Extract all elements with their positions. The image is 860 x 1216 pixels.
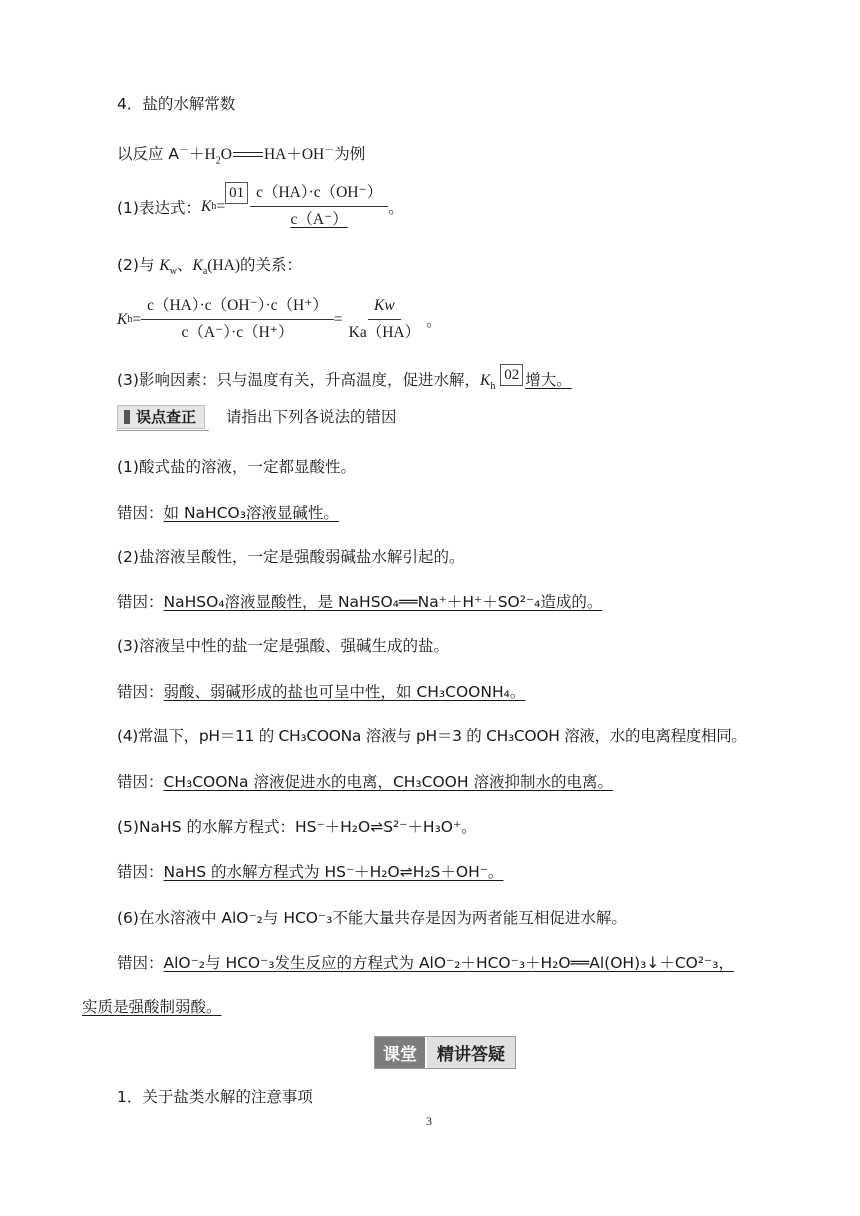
classroom-right: 精讲答疑	[425, 1037, 515, 1068]
mistake-answer-2	[117, 590, 602, 614]
rel-numerator-2: Kw	[368, 295, 401, 320]
rel-a-sub: a	[202, 266, 208, 278]
rel-eq: =	[132, 310, 142, 328]
tag-underline	[117, 430, 209, 431]
factor-line	[117, 364, 572, 401]
rel-fraction-2	[343, 295, 426, 344]
expr-label: (1)表达式：	[117, 198, 201, 217]
answer-box-02: 02	[500, 364, 523, 386]
mistake-question-2: (2)盐溶液呈酸性，一定是强酸弱碱盐水解引起的。	[117, 548, 465, 566]
example-mid2: O	[220, 146, 232, 164]
answer-label: 错因：	[117, 863, 164, 881]
mistake-question-6: (6)在水溶液中 AlO⁻₂与 HCO⁻₃不能大量共存是因为两者能互相促进水解。	[117, 909, 627, 927]
answer-text: NaHS 的水解方程式为 HS⁻＋H₂O⇌H₂S＋OH⁻。	[163, 863, 504, 881]
section-heading-4: 4．盐的水解常数	[117, 95, 236, 113]
expr-denominator: c（A⁻）	[290, 211, 348, 228]
answer-text: AlO⁻₂与 HCO⁻₃发生反应的方程式为 AlO⁻₂＋HCO⁻₃＋H₂O══Al(OH)₃↓＋CO²⁻₃，	[163, 954, 734, 972]
example-suffix: 为例	[334, 145, 366, 164]
answer-text: 弱酸、弱碱形成的盐也可呈中性，如 CH₃COONH₄。	[163, 683, 526, 701]
page-number: 3	[426, 1114, 432, 1128]
relation-equation	[117, 295, 442, 344]
factor-text: (3)影响因素：只与温度有关，升高温度，促进水解，	[117, 371, 480, 389]
expr-numerator: c（HA）·c（OH⁻）	[250, 182, 388, 207]
mistakes-header	[117, 405, 396, 429]
mistake-question-5: (5)NaHS 的水解方程式：HS⁻＋H₂O⇌S²⁻＋H₃O⁺。	[117, 818, 477, 836]
answer-label: 错因：	[117, 504, 164, 522]
answer-text: 如 NaHCO₃溶液显碱性。	[163, 504, 339, 522]
mistake-answer-5	[117, 860, 503, 884]
rel-lhs-h: h	[127, 314, 133, 325]
classroom-left: 课堂	[375, 1037, 425, 1068]
mistake-answer-4	[117, 770, 613, 794]
mistake-answer-3	[117, 680, 525, 704]
rel-fraction-1	[141, 295, 334, 344]
answer-label: 错因：	[117, 683, 164, 701]
rel-eq2: =	[333, 310, 343, 328]
expr-eq: =	[216, 197, 226, 215]
rel-numerator-1: c（HA）·c（OH⁻）·c（H⁺）	[141, 295, 334, 320]
rel-prefix: (2)与	[117, 256, 160, 274]
relation-label-line	[117, 253, 302, 284]
rel-denominator-1: c（A⁻）·c（H⁺）	[181, 324, 294, 341]
expr-h-sub: h	[211, 201, 217, 212]
mistake-answer-6	[117, 951, 734, 975]
example-prefix: 以反应 A	[117, 145, 180, 164]
expr-fraction	[250, 182, 388, 231]
equilibrium-arrow-icon	[233, 152, 263, 157]
expression-line	[117, 182, 404, 231]
rel-kw: K	[159, 257, 170, 274]
factor-h-sub: h	[490, 381, 496, 393]
example-mid3: HA＋OH	[263, 146, 325, 164]
answer-label: 错因：	[117, 773, 164, 791]
example-line: 以反应 $A^-+H_2O$ HA＋OH－为例	[117, 145, 366, 167]
rel-ha: (HA)的关系：	[207, 257, 302, 274]
mistake-answer-1	[117, 501, 339, 525]
factor-answer: 增大。	[525, 371, 572, 389]
mistake-answer-6-cont: 实质是强酸制弱酸。	[82, 998, 222, 1016]
rel-lhs-k: K	[117, 310, 128, 328]
rel-w-sub: w	[169, 266, 177, 278]
example-mid1: ＋H	[189, 146, 216, 164]
mistake-question-3: (3)溶液呈中性的盐一定是强酸、强碱生成的盐。	[117, 637, 449, 655]
mistake-question-1: (1)酸式盐的溶液，一定都显酸性。	[117, 458, 356, 476]
expr-end: 。	[388, 198, 404, 217]
answer-text: NaHSO₄溶液显酸性，是 NaHSO₄══Na⁺＋H⁺＋SO²⁻₄造成的。	[163, 593, 603, 611]
rel-end: 。	[426, 311, 442, 330]
mistake-question-4: (4)常温下，pH＝11 的 CH₃COONa 溶液与 pH＝3 的 CH₃COOH 溶液，水的电离程度相同。	[117, 727, 747, 745]
classroom-header	[374, 1036, 516, 1069]
factor-k: K	[479, 372, 491, 389]
answer-label: 错因：	[117, 593, 164, 611]
answer-text: CH₃COONa 溶液促进水的电离，CH₃COOH 溶液抑制水的电离。	[163, 773, 613, 791]
answer-box-01: 01	[225, 182, 248, 204]
mistakes-intro: 请指出下列各说法的错因	[225, 408, 397, 426]
answer-label: 错因：	[117, 954, 164, 972]
mistakes-tag: 误点查正	[117, 405, 205, 429]
section-heading-1: 1．关于盐类水解的注意事项	[117, 1088, 313, 1106]
expr-k: K	[200, 197, 212, 215]
rel-denominator-2: Ka（HA）	[348, 324, 421, 341]
rel-ka: K	[192, 257, 203, 274]
rel-sep: 、	[176, 256, 193, 274]
